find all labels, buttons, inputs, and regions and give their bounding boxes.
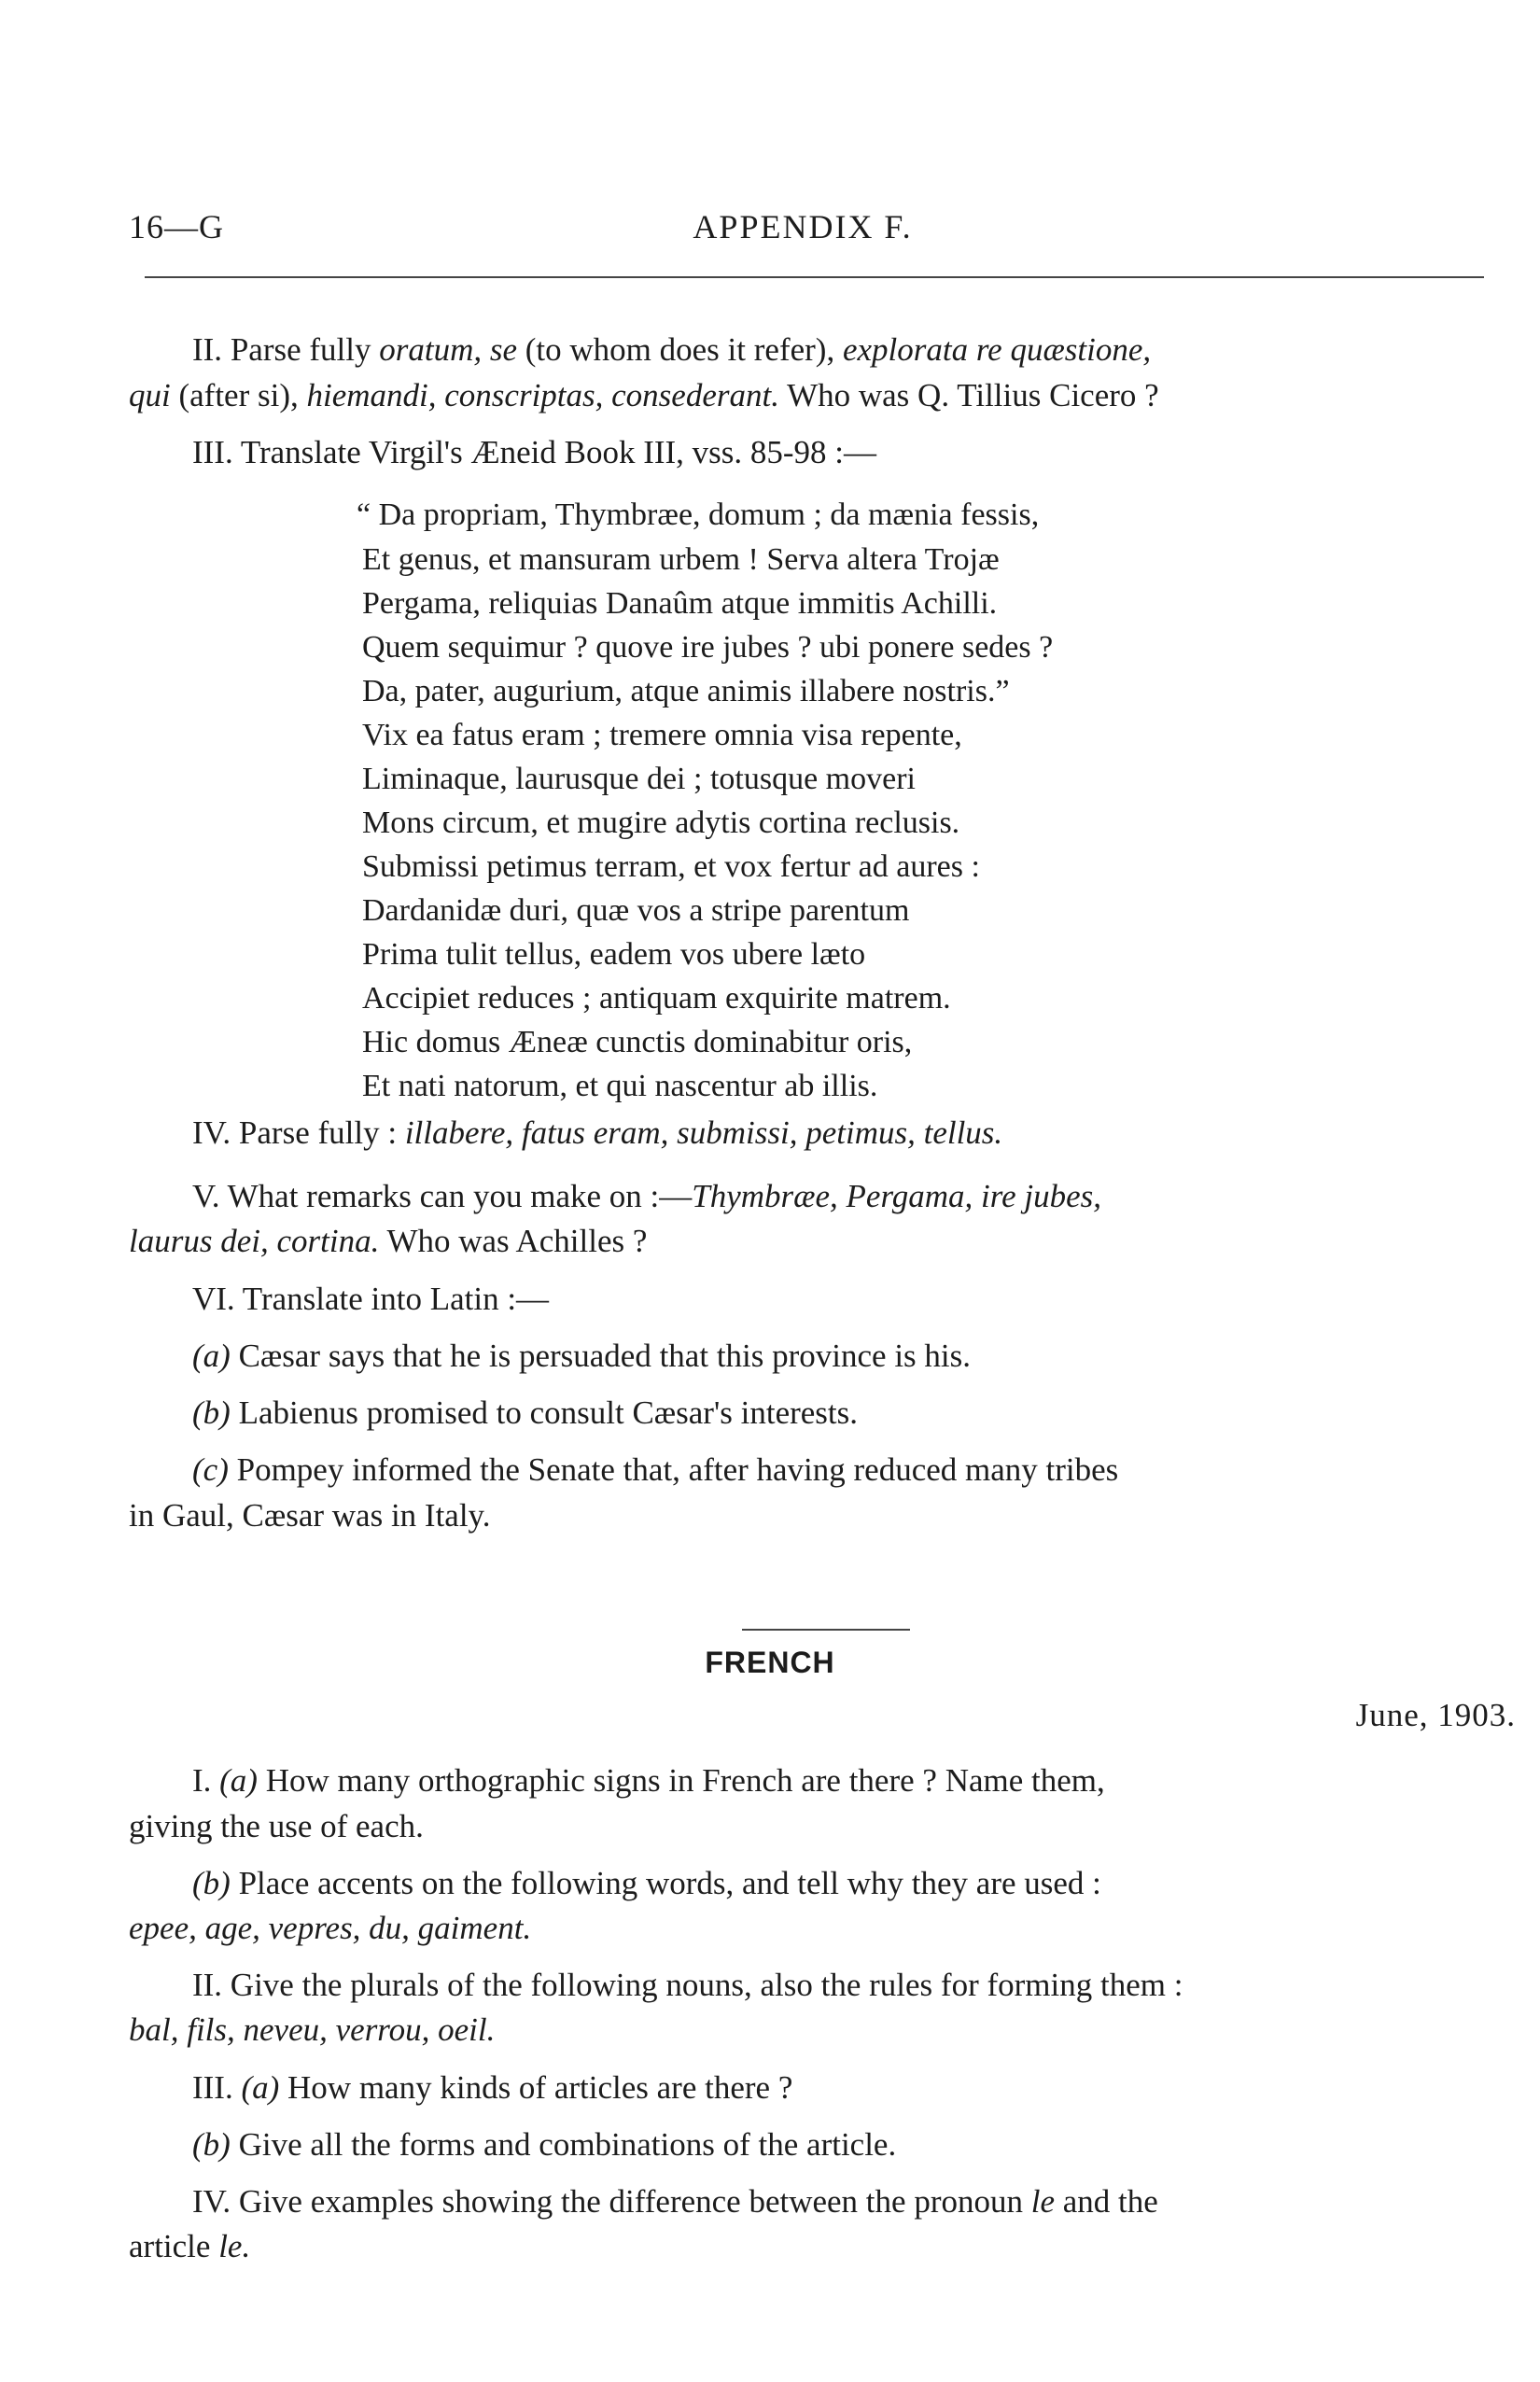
poem-line: Dardanidæ duri, quæ vos a stripe parentum	[362, 893, 910, 928]
q2-line-2: qui (after si), hiemandi, conscriptas, consederant. Who was Q. Tillius Cicero ?	[129, 377, 1159, 413]
fr-q1-line-1: I. (a) How many orthographic signs in French are there ? Name them,	[192, 1762, 1105, 1799]
section-divider	[742, 1629, 910, 1631]
fr-q3-item-b: (b) Give all the forms and combinations of the article.	[192, 2126, 897, 2163]
exam-date: June, 1903.	[1355, 1697, 1516, 1733]
fr-q3-item-a: III. (a) How many kinds of articles are there ?	[192, 2069, 793, 2106]
fr-q4-line-1: IV. Give examples showing the difference between the pronoun le and the	[192, 2183, 1158, 2220]
fr-q1-line-2: giving the use of each.	[129, 1808, 424, 1844]
poem-line: Accipiet reduces ; antiquam exquirite matrem.	[362, 981, 951, 1016]
page-title: APPENDIX F.	[693, 208, 913, 245]
poem-line: “ Da propriam, Thymbræe, domum ; da mænia fessis,	[357, 497, 1040, 532]
q6-item-a: (a) Cæsar says that he is persuaded that this province is his.	[192, 1338, 972, 1374]
fr-q2-words: bal, fils, neveu, verrou, oeil.	[129, 2011, 496, 2048]
header-rule	[145, 276, 1484, 278]
q6-item-c: (c) Pompey informed the Senate that, after having reduced many tribes	[192, 1451, 1119, 1488]
q5-line-1: V. What remarks can you make on :—Thymbræe, Pergama, ire jubes,	[192, 1178, 1101, 1214]
poem-line: Vix ea fatus eram ; tremere omnia visa repente,	[362, 718, 962, 752]
fr-q1-item-b: (b) Place accents on the following words, and tell why they are used :	[192, 1865, 1101, 1901]
section-heading-french: FRENCH	[705, 1646, 835, 1679]
poem-line: Prima tulit tellus, eadem vos ubere læto	[362, 937, 866, 972]
q4-line: IV. Parse fully : illabere, fatus eram, submissi, petimus, tellus.	[192, 1114, 1003, 1151]
poem-line: Et nati natorum, et qui nascentur ab illis.	[362, 1069, 878, 1103]
fr-q1-words: epee, age, vepres, du, gaiment.	[129, 1910, 532, 1946]
poem-line: Da, pater, augurium, atque animis illabere nostris.”	[362, 674, 1010, 708]
page-header	[129, 207, 1477, 254]
q3-heading: III. Translate Virgil's Æneid Book III, vss. 85-98 :—	[192, 434, 877, 470]
page-number: 16—G	[129, 208, 224, 245]
poem-line: Et genus, et mansuram urbem ! Serva altera Trojæ	[362, 542, 1000, 577]
fr-q2-line-1: II. Give the plurals of the following nouns, also the rules for forming them :	[192, 1967, 1183, 2003]
q6-item-b: (b) Labienus promised to consult Cæsar's interests.	[192, 1394, 859, 1431]
poem-line: Submissi petimus terram, et vox fertur ad aures :	[362, 849, 980, 884]
poem-line: Mons circum, et mugire adytis cortina reclusis.	[362, 806, 960, 840]
q6-heading: VI. Translate into Latin :—	[192, 1281, 550, 1317]
fr-q4-line-2: article le.	[129, 2228, 251, 2264]
q5-line-2: laurus dei, cortina. Who was Achilles ?	[129, 1223, 648, 1259]
poem-line: Liminaque, laurusque dei ; totusque moveri	[362, 762, 916, 796]
q2-line-1: II. Parse fully oratum, se (to whom does it refer), explorata re quæstione,	[192, 331, 1152, 368]
q6-item-c-cont: in Gaul, Cæsar was in Italy.	[129, 1497, 491, 1534]
poem-line: Hic domus Æneæ cunctis dominabitur oris,	[362, 1025, 913, 1059]
poem-line: Pergama, reliquias Danaûm atque immitis Achilli.	[362, 586, 998, 621]
poem-line: Quem sequimur ? quove ire jubes ? ubi ponere sedes ?	[362, 630, 1054, 665]
